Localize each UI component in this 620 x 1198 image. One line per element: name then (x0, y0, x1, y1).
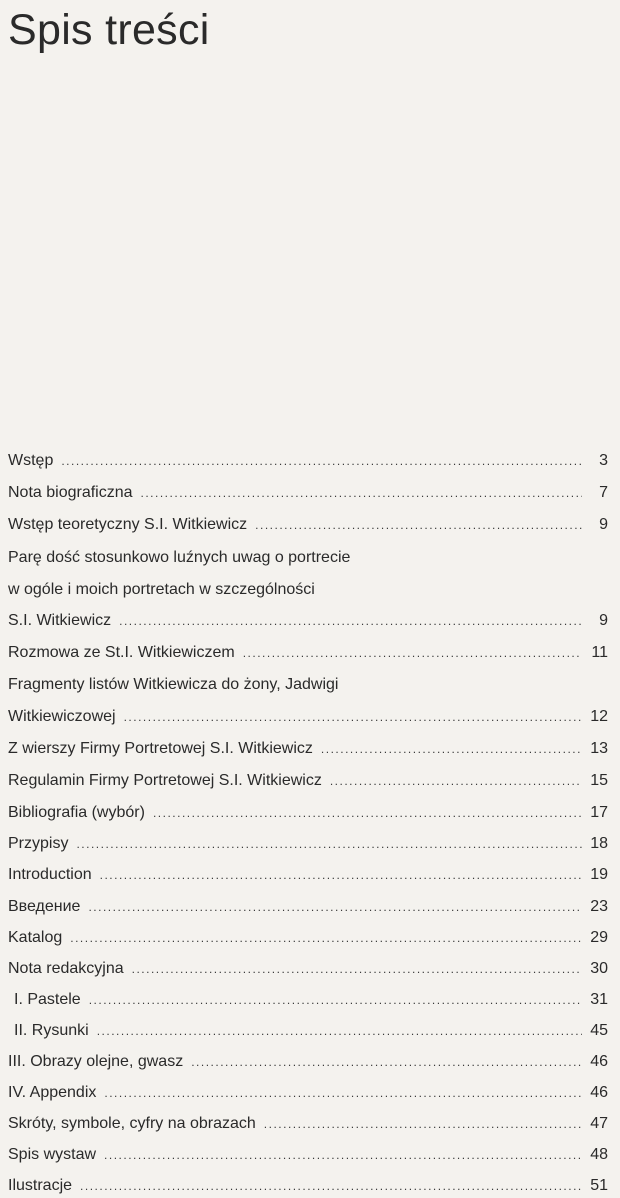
dot-leader (330, 769, 582, 793)
dot-leader (104, 1081, 582, 1105)
toc-entry-page-number: 9 (599, 516, 608, 533)
dot-leader (255, 513, 582, 537)
toc-entry-page-number: 30 (590, 960, 608, 977)
toc-entry-page-number: 9 (599, 612, 608, 629)
toc-entry-label: Parę dość stosunkowo luźnych uwag o portrecie (8, 549, 351, 566)
toc-entry-page-number: 18 (590, 835, 608, 852)
toc-entry-page-number: 46 (590, 1084, 608, 1101)
toc-entry (8, 546, 608, 570)
dot-leader (76, 832, 582, 856)
toc-entry (8, 832, 608, 856)
toc-entry-page-number: 17 (590, 804, 608, 821)
toc-entry-page-number: 48 (590, 1146, 608, 1163)
toc-entry-label: III. Obrazy olejne, gwasz (8, 1053, 184, 1070)
toc-entry-page-number: 29 (590, 929, 608, 946)
toc-entry (8, 926, 608, 950)
toc-entry-label: Ilustracje (8, 1177, 73, 1194)
toc-entry (8, 769, 608, 793)
dot-leader (70, 926, 582, 950)
dot-leader (88, 895, 582, 919)
toc-entry-label: Rozmowa ze St.I. Witkiewiczem (8, 644, 235, 661)
toc-entry (8, 863, 608, 887)
toc-entry (8, 609, 608, 633)
dot-leader (124, 705, 582, 729)
toc-entry-label: Witkiewiczowej (8, 708, 116, 725)
toc-entry-label: Z wierszy Firmy Portretowej S.I. Witkiewicz (8, 740, 313, 757)
toc-entry-label: S.I. Witkiewicz (8, 612, 112, 629)
toc-entry-label: Nota redakcyjna (8, 960, 124, 977)
toc-entry-label: Spis wystaw (8, 1146, 97, 1163)
toc-entry-page-number: 13 (590, 740, 608, 757)
toc-entry-label: Regulamin Firmy Portretowej S.I. Witkiewicz (8, 772, 322, 789)
toc-entry-label: Katalog (8, 929, 63, 946)
dot-leader (100, 863, 582, 887)
toc-entry-page-number: 15 (590, 772, 608, 789)
toc-entry-page-number: 51 (590, 1177, 608, 1194)
toc-entry-page-number: 11 (591, 644, 608, 661)
dot-leader (191, 1050, 582, 1074)
toc-entry (8, 1050, 608, 1074)
toc-entry-label: II. Rysunki (14, 1022, 89, 1039)
toc-entry (8, 895, 608, 919)
toc-entry-label: Bibliografia (wybór) (8, 804, 145, 821)
dot-leader (104, 1143, 582, 1167)
toc-entry (8, 1174, 608, 1198)
dot-leader (132, 957, 582, 981)
page-title: Spis treści (8, 6, 210, 54)
toc-entry (8, 1112, 608, 1136)
toc-entry-label: Introduction (8, 866, 92, 883)
dot-leader (141, 481, 582, 505)
toc-entry-page-number: 46 (590, 1053, 608, 1070)
toc-entry-label: w ogóle i moich portretach w szczególności (8, 581, 315, 598)
toc-entry-label: IV. Appendix (8, 1084, 97, 1101)
toc-entry (8, 1081, 608, 1105)
dot-leader (89, 988, 582, 1012)
toc-entry-page-number: 7 (599, 484, 608, 501)
dot-leader (119, 609, 582, 633)
toc-entry-label: Przypisy (8, 835, 69, 852)
toc-entry-label: Fragmenty listów Witkiewicza do żony, Jadwigi (8, 676, 339, 693)
toc-entry-page-number: 23 (590, 898, 608, 915)
toc-entry (8, 1019, 608, 1043)
dot-leader (153, 801, 582, 825)
toc-entry-label: Wstęp (8, 452, 54, 469)
toc-entry (8, 1143, 608, 1167)
toc-entry (8, 578, 608, 602)
toc-entry (8, 957, 608, 981)
toc-entry-page-number: 47 (590, 1115, 608, 1132)
toc-entry (8, 641, 608, 665)
toc-entry (8, 673, 608, 697)
toc-entry-label: I. Pastele (14, 991, 81, 1008)
toc-entry-page-number: 12 (590, 708, 608, 725)
toc-entry (8, 481, 608, 505)
toc-entry (8, 449, 608, 473)
toc-entry-page-number: 3 (599, 452, 608, 469)
toc-entry-page-number: 45 (590, 1022, 608, 1039)
dot-leader (321, 737, 582, 761)
toc-entry (8, 513, 608, 537)
dot-leader (243, 641, 582, 665)
toc-entry-page-number: 31 (590, 991, 608, 1008)
dot-leader (80, 1174, 582, 1198)
dot-leader (264, 1112, 582, 1136)
toc-entry (8, 988, 608, 1012)
toc-entry (8, 705, 608, 729)
toc-entry-label: Nota biograficzna (8, 484, 133, 501)
toc-entry (8, 737, 608, 761)
toc-entry-label: Skróty, symbole, cyfry na obrazach (8, 1115, 256, 1132)
toc-entry-page-number: 19 (590, 866, 608, 883)
toc-entry-label: Wstęp teoretyczny S.I. Witkiewicz (8, 516, 248, 533)
dot-leader (61, 449, 582, 473)
toc-entry (8, 801, 608, 825)
dot-leader (97, 1019, 582, 1043)
toc-entry-label: Введение (8, 898, 81, 915)
